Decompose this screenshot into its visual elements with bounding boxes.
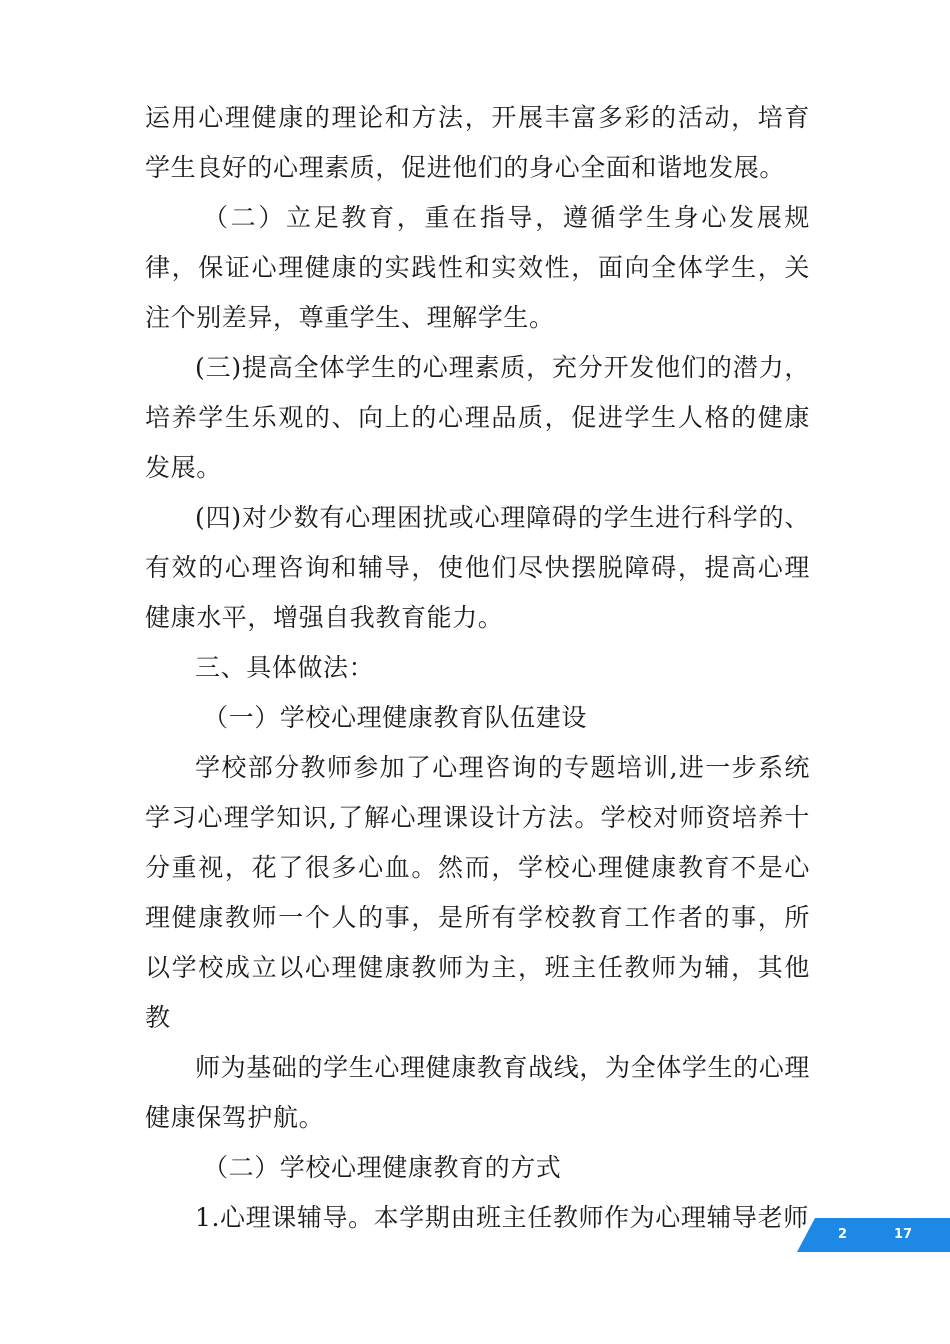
paragraph-continuation: 运用心理健康的理论和方法，开展丰富多彩的活动，培育学生良好的心理素质，促进他们的身心全面和谐地发展。 bbox=[145, 103, 810, 182]
paragraph-counseling-class: 1.心理课辅导。本学期由班主任教师作为心理辅导老师 bbox=[195, 1203, 809, 1232]
paragraph-item-3: (三)提高全体学生的心理素质，充分开发他们的潜力，培养学生乐观的、向上的心理品质，促进学生人格的健康发展。 bbox=[145, 353, 810, 482]
paragraph-item-2: （二）立足教育，重在指导，遵循学生身心发展规律，保证心理健康的实践性和实效性，面向全体学生，关注个别差异，尊重学生、理解学生。 bbox=[145, 203, 810, 332]
page-footer bbox=[0, 1218, 950, 1252]
paragraph-team-training: 学校部分教师参加了心理咨询的专题培训,进一步系统学习心理学知识,了解心理课设计方法。学校对师资培养十分重视，花了很多心血。然而，学校心理健康教育不是心理健康教师一个人的事，是所有学校教育工作者的事，所以学校成立以心理健康教师为主，班主任教师为辅，其他教 bbox=[145, 753, 810, 1032]
document-body bbox=[145, 93, 810, 1243]
paragraph-item-4: (四)对少数有心理困扰或心理障碍的学生进行科学的、有效的心理咨询和辅导，使他们尽快摆脱障碍，提高心理健康水平，增强自我教育能力。 bbox=[145, 503, 810, 632]
subsection-heading-methods: （二）学校心理健康教育的方式 bbox=[203, 1153, 562, 1182]
total-pages-number: 17 bbox=[894, 1227, 913, 1242]
subsection-heading-team: （一）学校心理健康教育队伍建设 bbox=[203, 703, 588, 732]
current-page-number: 2 bbox=[838, 1227, 848, 1242]
section-heading-methods: 三、具体做法： bbox=[195, 653, 375, 682]
footer-accent-band bbox=[797, 1218, 950, 1252]
paragraph-team-basis: 师为基础的学生心理健康教育战线，为全体学生的心理健康保驾护航。 bbox=[145, 1053, 810, 1132]
